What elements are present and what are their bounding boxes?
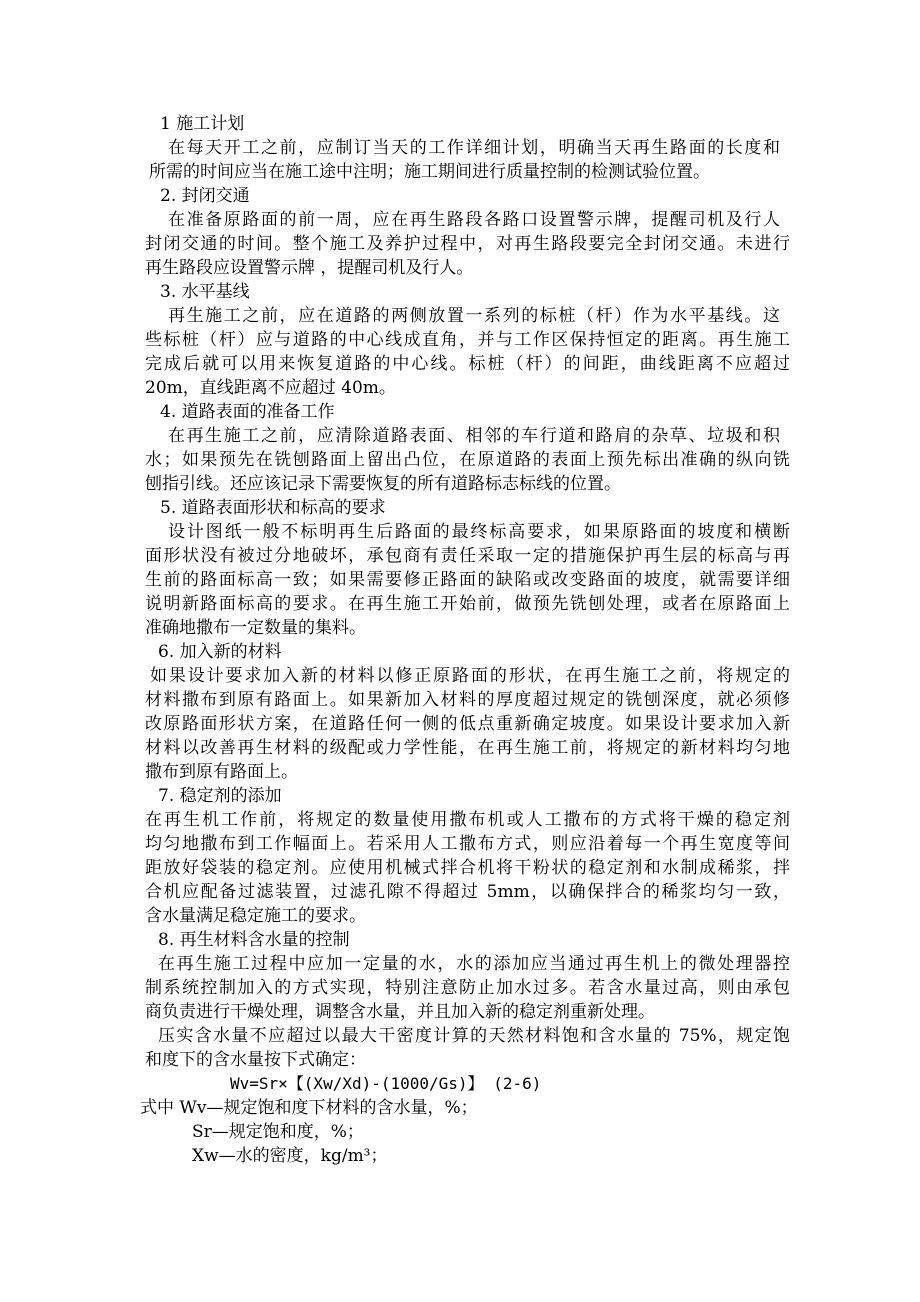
paragraph-line: 设计图纸一般不标明再生后路面的最终标高要求，如果原路面的坡度和横断 — [168, 522, 790, 542]
paragraph-line: 改原路面形状方案，在道路任何一侧的低点重新确定坡度。如果设计要求加入新 — [145, 714, 790, 734]
paragraph-line: 在再生施工之前，应清除道路表面、相邻的车行道和路肩的杂草、垃圾和积 — [168, 426, 780, 446]
formula-legend-line: 式中 Wv—规定饱和度下材料的含水量，%； — [140, 1098, 478, 1118]
paragraph-line: 在准备原路面的前一周，应在再生路段各路口设置警示牌，提醒司机及行人 — [168, 210, 780, 230]
heading-7: 7. 稳定剂的添加 — [158, 786, 282, 806]
paragraph-line: 在再生机工作前，将规定的数量使用撒布机或人工撒布的方式将干燥的稳定剂 — [145, 810, 790, 830]
paragraph-line: 商负责进行干燥处理，调整含水量，并且加入新的稳定剂重新处理。 — [145, 1002, 655, 1022]
paragraph-line: 材料撒布到原有路面上。如果新加入材料的厚度超过规定的铣刨深度，就必须修 — [145, 690, 790, 710]
paragraph-line: 刨指引线。还应该记录下需要恢复的所有道路标志标线的位置。 — [145, 474, 621, 494]
paragraph-line: 面形状没有被过分地破坏，承包商有责任采取一定的措施保护再生层的标高与再 — [145, 546, 790, 566]
paragraph-line: 准确地撒布一定数量的集料。 — [145, 618, 366, 638]
heading-4: 4. 道路表面的准备工作 — [160, 402, 335, 422]
paragraph-line: 撒布到原有路面上。 — [145, 762, 298, 782]
paragraph-line: 材料以改善再生材料的级配或力学性能，在再生施工前，将规定的新材料均匀地 — [145, 738, 790, 758]
paragraph-line: 在再生施工过程中应加一定量的水，水的添加应当通过再生机上的微处理器控 — [158, 954, 790, 974]
paragraph-line: 说明新路面标高的要求。在再生施工开始前，做预先铣刨处理，或者在原路面上 — [145, 594, 790, 614]
paragraph-line: 完成后就可以用来恢复道路的中心线。标桩（杆）的间距，曲线距离不应超过 — [145, 354, 790, 374]
paragraph-line: 如果设计要求加入新的材料以修正原路面的形状，在再生施工之前，将规定的 — [150, 666, 790, 686]
formula-legend-line: Xw—水的密度，kg/m³； — [192, 1146, 388, 1166]
paragraph-line: 再生施工之前，应在道路的两侧放置一系列的标桩（杆）作为水平基线。这 — [168, 306, 780, 326]
heading-1: 1 施工计划 — [160, 114, 245, 134]
paragraph-line: 生前的路面标高一致；如果需要修正路面的缺陷或改变路面的坡度，就需要详细 — [145, 570, 790, 590]
paragraph-line: 水；如果预先在铣刨路面上留出凸位，在原道路的表面上预先标出准确的纵向铣 — [145, 450, 790, 470]
paragraph-line: 含水量满足稳定施工的要求。 — [145, 906, 366, 926]
paragraph-line: 距放好袋装的稳定剂。应使用机械式拌合机将干粉状的稳定剂和水制成稀浆，拌 — [145, 858, 790, 878]
paragraph-line: 在每天开工之前，应制订当天的工作详细计划，明确当天再生路面的长度和 — [168, 138, 780, 158]
formula-legend-line: Sr—规定饱和度，%； — [192, 1122, 364, 1142]
heading-2: 2. 封闭交通 — [160, 186, 250, 206]
formula: Wv=Sr×【(Xw/Xd)-(1000/Gs)】 (2-6) — [230, 1074, 542, 1093]
paragraph-line: 和度下的含水量按下式确定： — [145, 1050, 366, 1070]
paragraph-line: 所需的时间应当在施工途中注明；施工期间进行质量控制的检测试验位置。 — [149, 162, 710, 182]
paragraph-line: 20m，直线距离不应超过 40m。 — [145, 378, 396, 398]
paragraph-line: 压实含水量不应超过以最大干密度计算的天然材料饱和含水量的 75%，规定饱 — [158, 1026, 790, 1046]
heading-6: 6. 加入新的材料 — [158, 642, 282, 662]
paragraph-line: 再生路段应设置警示牌 ，提醒司机及行人。 — [145, 258, 474, 278]
paragraph-line: 制系统控制加入的方式实现，特别注意防止加水过多。若含水量过高，则由承包 — [145, 978, 790, 998]
heading-8: 8. 再生材料含水量的控制 — [158, 930, 350, 950]
paragraph-line: 封闭交通的时间。整个施工及养护过程中，对再生路段要完全封闭交通。未进行 — [145, 234, 790, 254]
paragraph-line: 合机应配备过滤装置，过滤孔隙不得超过 5mm，以确保拌合的稀浆均匀一致， — [145, 882, 790, 902]
heading-3: 3. 水平基线 — [160, 282, 250, 302]
paragraph-line: 均匀地撒布到工作幅面上。若采用人工撒布方式，则应沿着每一个再生宽度等间 — [145, 834, 790, 854]
heading-5: 5. 道路表面形状和标高的要求 — [160, 498, 386, 518]
paragraph-line: 些标桩（杆）应与道路的中心线成直角，并与工作区保持恒定的距离。再生施工 — [145, 330, 790, 350]
